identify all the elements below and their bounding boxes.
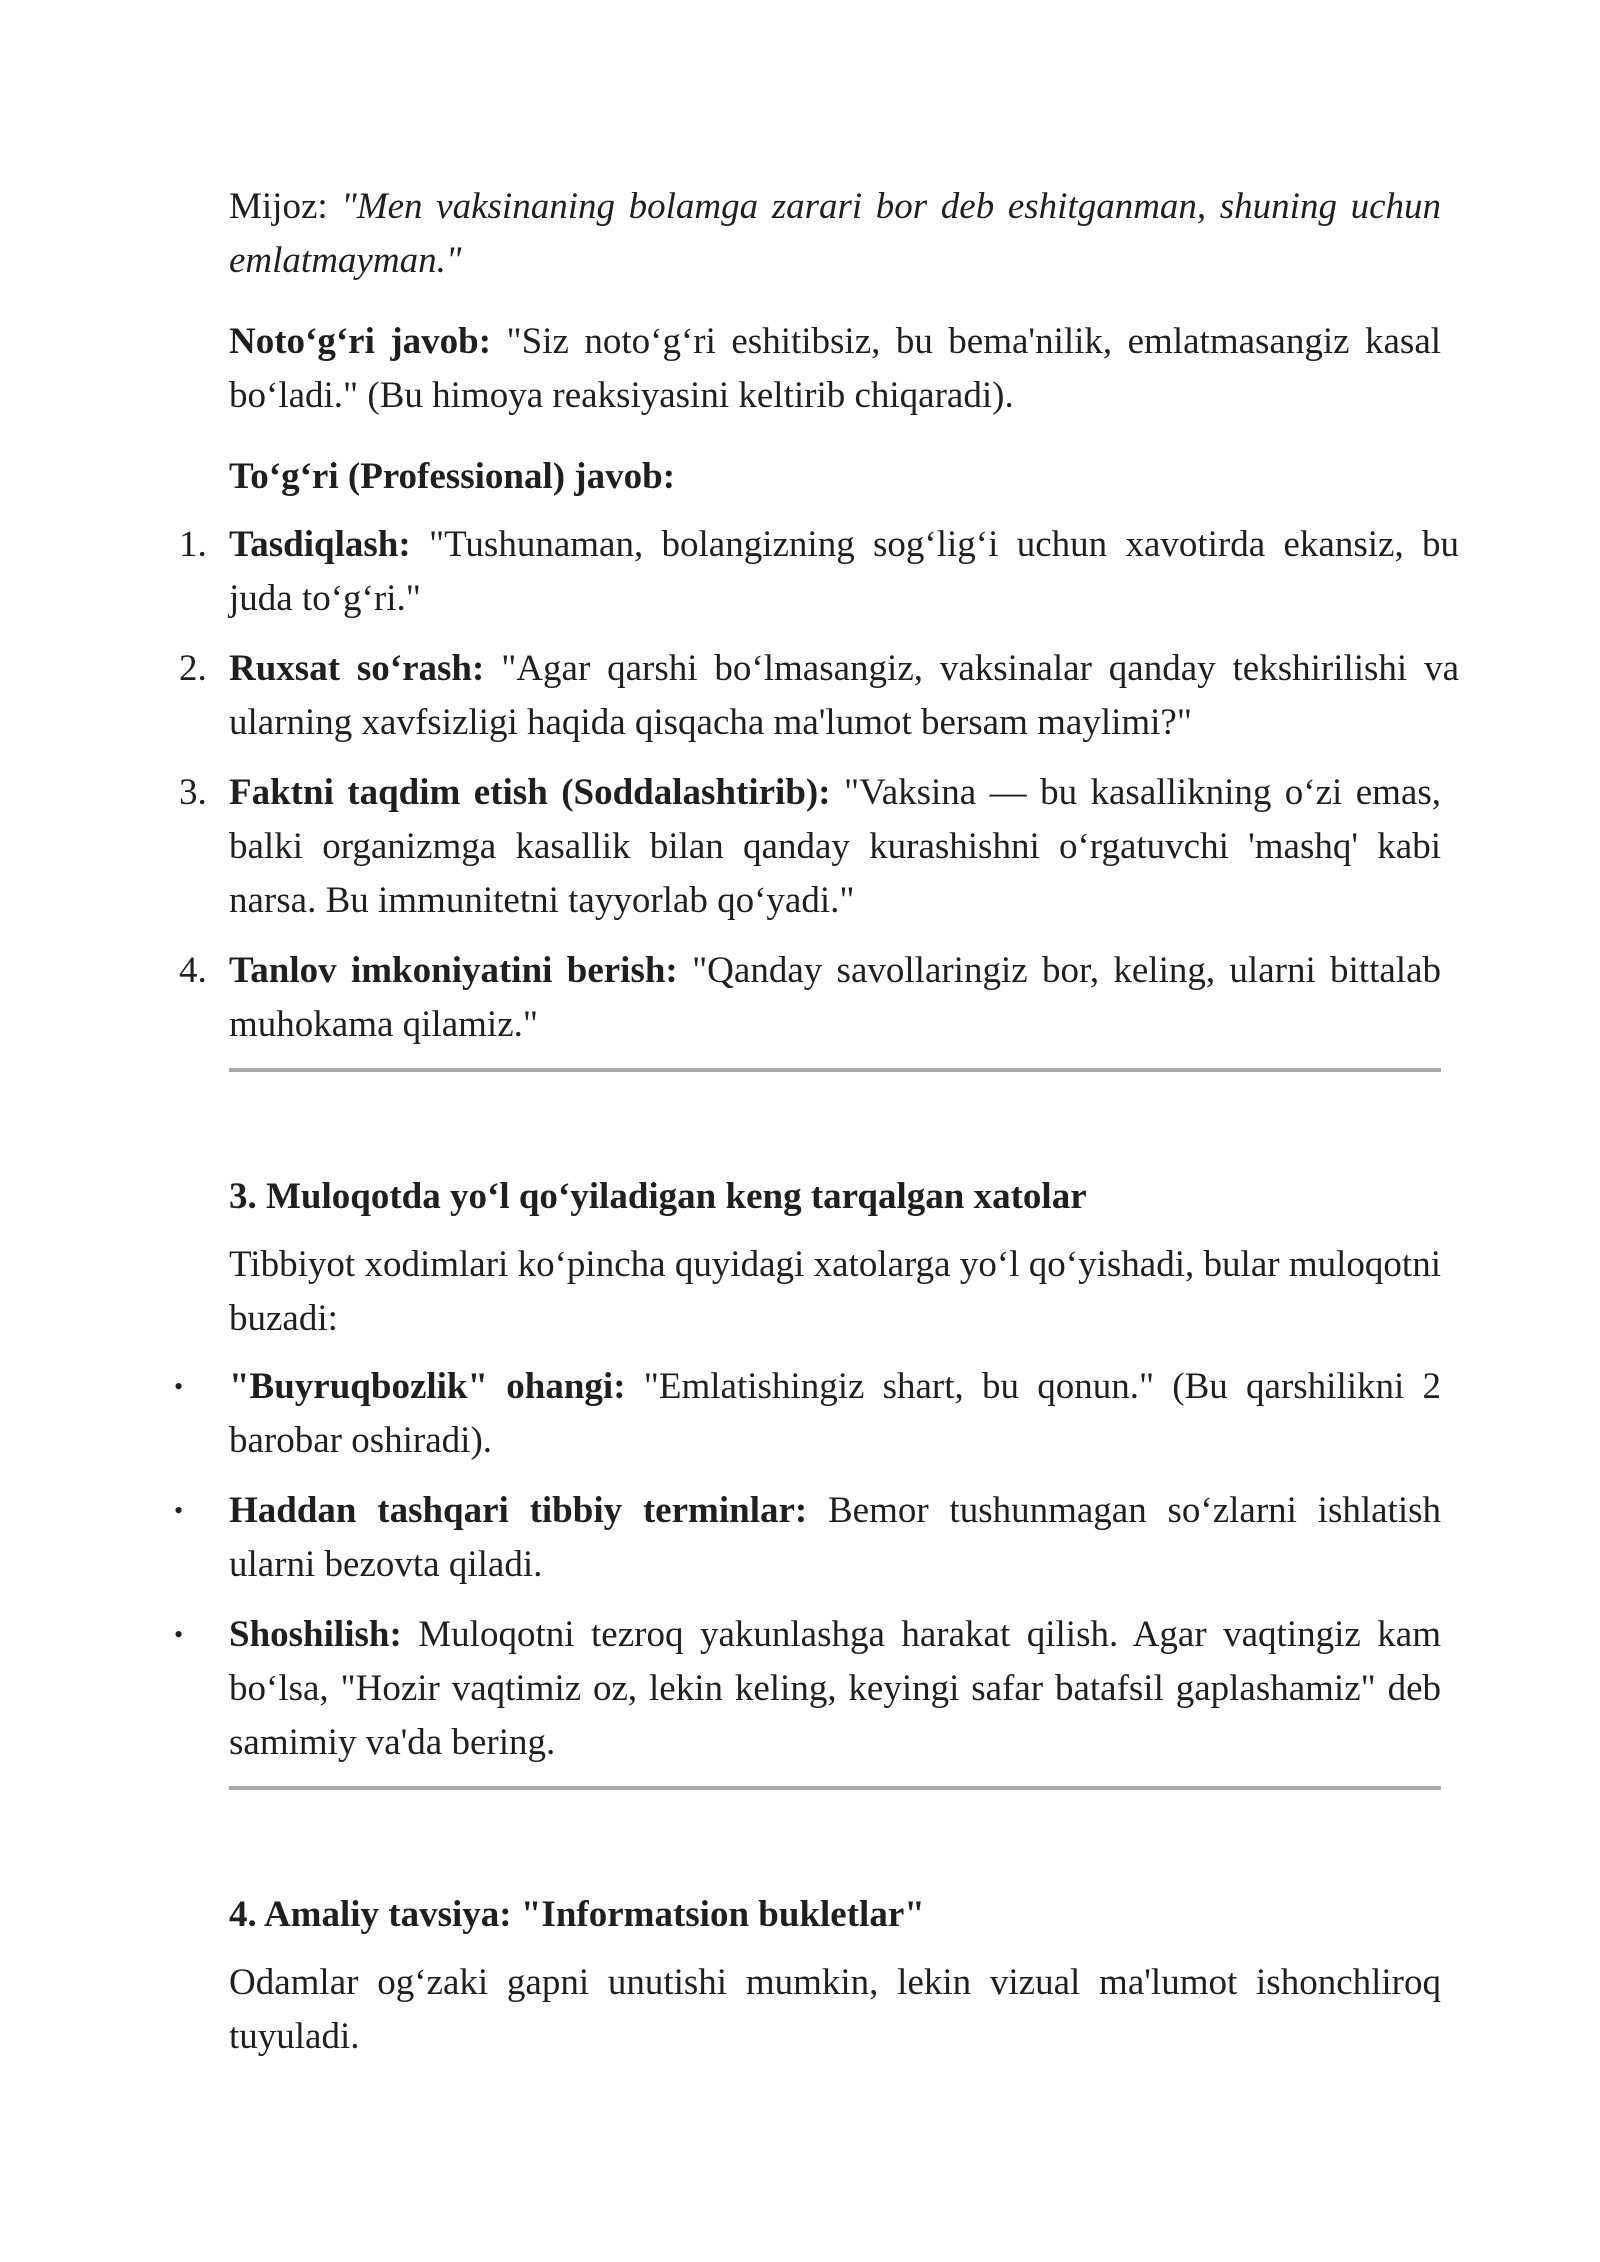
horizontal-divider [229, 1786, 1441, 1790]
wrong-answer-text: "Siz noto‘g‘ri eshitibsiz, bu bema'nilik, emlatmasangiz kasal bo‘ladi." (Bu himoya reaksiyasini keltirib chiqaradi). [229, 321, 1442, 416]
list-item-label: Tanlov imkoniyatini berish: [229, 950, 678, 991]
list-item-label: "Buyruqbozlik" ohangi: [229, 1366, 626, 1407]
list-item-label: Ruxsat so‘rash: [229, 648, 485, 689]
right-answer-steps [179, 518, 1460, 1052]
list-item-label: Haddan tashqari tibbiy terminlar: [229, 1490, 808, 1531]
list-item-label: Faktni taqdim etish (Soddalashtirib): [229, 772, 831, 813]
list-item [179, 518, 1460, 626]
list-item-text: Bemor tushunmagan so‘zlarni ishlatish ularni bezovta qiladi. [229, 1490, 1442, 1585]
bullet-icon: • [174, 1372, 184, 1401]
list-item [179, 642, 1459, 750]
list-item-text: "Vaksina — bu kasallikning o‘zi emas, balki organizmga kasallik bilan qanday kurashishni o‘rgatuvchi 'mashq' kabi narsa. Bu immunitetni tayyorlab qo‘yadi." [229, 772, 1442, 921]
list-item [174, 1484, 1442, 1592]
common-errors-list [174, 1360, 1442, 1770]
list-item-text: "Agar qarshi bo‘lmasangiz, vaksinalar qanday tekshirilishi va ularning xavfsizligi haqida qisqacha ma'lumot bersam maylimi?" [229, 648, 1459, 743]
list-item [174, 1608, 1442, 1770]
list-item-label: Shoshilish: [229, 1614, 402, 1655]
list-item-text: "Tushunaman, bolangizning sog‘lig‘i uchun xavotirda ekansiz, bu juda to‘g‘ri." [229, 524, 1460, 619]
horizontal-divider [229, 1068, 1441, 1072]
bullet-icon: • [174, 1620, 184, 1649]
list-item-number: 2. [179, 648, 207, 689]
wrong-answer-paragraph [229, 315, 1441, 423]
right-answer-title: To‘g‘ri (Professional) javob: [229, 456, 676, 497]
list-item-text: "Emlatishingiz shart, bu qonun." (Bu qarshilikni 2 barobar oshiradi). [229, 1366, 1442, 1461]
list-item [174, 1360, 1442, 1468]
list-item-number: 4. [179, 950, 207, 991]
list-item-text: Muloqotni tezroq yakunlashga harakat qilish. Agar vaqtingiz kam bo‘lsa, "Hozir vaqtimiz oz, lekin keling, keyingi safar batafsil gaplashamiz" deb samimiy va'da bering. [229, 1614, 1442, 1763]
client-quote-paragraph [229, 180, 1441, 288]
list-item-label: Tasdiqlash: [229, 524, 411, 565]
list-item [179, 944, 1441, 1052]
client-quote: "Men vaksinaning bolamga zarari bor deb eshitganman, shuning uchun emlatmayman." [229, 186, 1441, 281]
list-item-number: 3. [179, 772, 207, 813]
document-page [174, 180, 1460, 2078]
wrong-answer-label: Noto‘g‘ri javob: [229, 321, 492, 362]
bullet-icon: • [174, 1496, 184, 1525]
list-item [179, 766, 1442, 928]
section-4-title: 4. Amaliy tavsiya: "Informatsion bukletlar" [229, 1894, 925, 1935]
client-label: Mijoz: [229, 186, 328, 227]
section-4-intro: Odamlar og‘zaki gapni unutishi mumkin, lekin vizual ma'lumot ishonchliroq tuyuladi. [229, 1962, 1441, 2057]
list-item-text: "Qanday savollaringiz bor, keling, ularni bittalab muhokama qilamiz." [229, 950, 1441, 1045]
section-3-title: 3. Muloqotda yo‘l qo‘yiladigan keng tarqalgan xatolar [229, 1176, 1087, 1217]
list-item-number: 1. [179, 524, 207, 565]
section-3-intro: Tibbiyot xodimlari ko‘pincha quyidagi xatolarga yo‘l qo‘yishadi, bular muloqotni buzadi: [229, 1244, 1441, 1339]
